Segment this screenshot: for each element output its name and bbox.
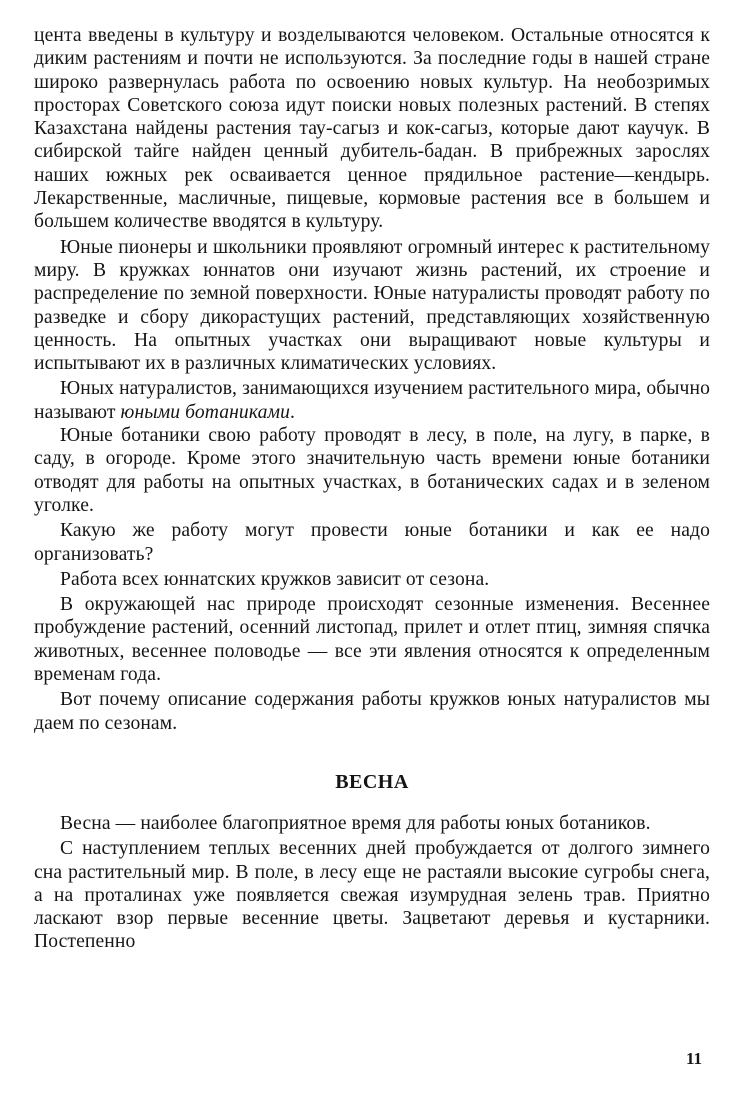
section-heading-spring: ВЕСНА — [335, 770, 409, 793]
paragraph-spring-intro: Весна — наиболее благоприятное время для работы юных ботаников. — [60, 812, 651, 834]
paragraph-cultivated-plants: цента введены в культуру и возделываются человеком. Остальные относятся к диким растениям и почти не используются. За последние годы в нашей стране широко развернулась работа по освоению новых культур. На необозримых просторах Советского союза идут поиски новых полезных растений. В степях Казахстана найдены растения тау-сагыз и кок-сагыз, которые дают каучук. В сибирской тайге найден ценный дубитель-бадан. В прибрежных зарослях наших южных рек осваивается ценное прядильное растение—кендырь. Лекарственные, масличные, пищевые, кормовые растения все в большем и большем количестве вводятся в культуру. — [34, 25, 710, 233]
page-body — [34, 24, 710, 954]
paragraph-work-places: Юные ботаники свою работу проводят в лесу, в поле, на лугу, в парке, в саду, в огороде. Кроме этого значительную часть времени юные ботаники отводят для работы на опытных участках, в ботанических садах и в зеленом уголке. — [34, 425, 710, 516]
paragraph-seasonal-changes: В окружающей нас природе происходят сезонные изменения. Весеннее пробуждение растений, осенний листопад, прилет и отлет птиц, зимняя спячка животных, весеннее половодье — все эти явления относятся к определенным временам года. — [34, 594, 710, 686]
paragraph-by-seasons: Вот почему описание содержания работы кружков юных натуралистов мы даем по сезонам. — [34, 689, 710, 734]
paragraph-season-dependence: Работа всех юннатских кружков зависит от сезона. — [60, 568, 490, 590]
page-number: 11 — [686, 1049, 703, 1068]
paragraph-spring-awakening: С наступлением теплых весенних дней пробуждается от долгого зимнего сна растительный мир. В поле, в лесу еще не растаяли высокие сугробы снега, а на проталинах уже появляется свежая изумрудная зелень трав. Приятно ласкают взор первые весенние цветы. Зацветают деревья и кустарники. Постепенно — [34, 838, 710, 953]
paragraph-question: Какую же работу могут провести юные ботаники и как ее надо организовать? — [34, 520, 710, 565]
definition-end: . — [290, 401, 296, 423]
term-young-botanists: юными ботаниками — [120, 401, 291, 423]
paragraph-young-pioneers: Юные пионеры и школьники проявляют огромный интерес к растительному миру. В кружках юннатов они изучают жизнь растений, их строение и распределение по земной поверхности. Юные натуралисты проводят работу по разведке и сбору дикорастущих растений, представляющих хозяйственную ценность. На опытных участках они выращивают новые культуры и испытывают их в различных климатических условиях. — [34, 236, 710, 375]
definition-text: Юных натуралистов, занимающихся изучением растительного мира, обычно называют — [34, 378, 710, 423]
paragraph-young-botanists-definition — [34, 377, 710, 424]
